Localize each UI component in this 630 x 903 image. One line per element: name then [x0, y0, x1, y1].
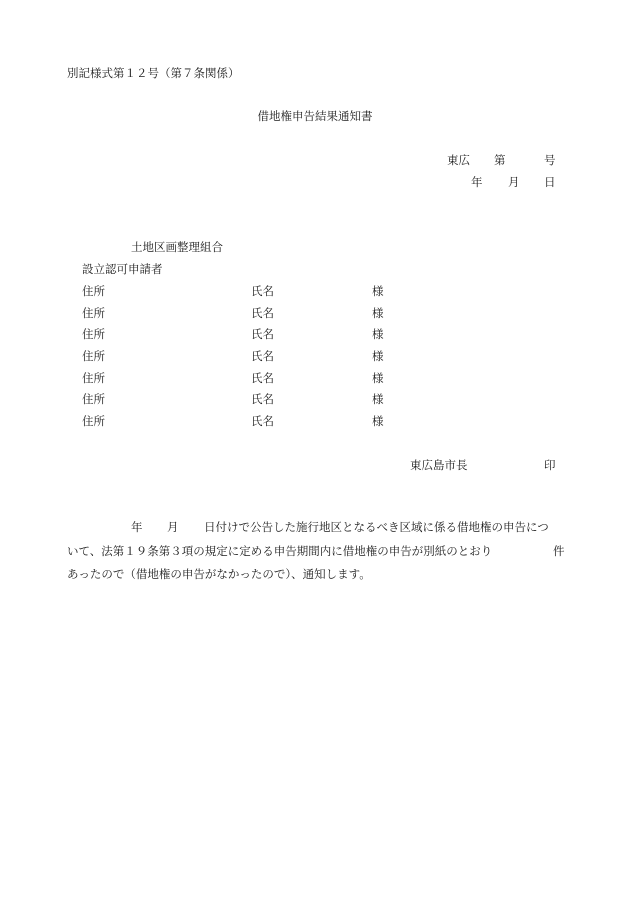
address-label: 住所: [82, 284, 105, 298]
address-label: 住所: [82, 306, 105, 320]
address-label: 住所: [82, 392, 105, 406]
address-label: 住所: [82, 371, 105, 385]
address-label: 住所: [82, 414, 105, 428]
addressee-organization: 土地区画整理組合: [131, 240, 223, 254]
body-line2-text: いて、法第１９条第３項の規定に定める申告期間内に借地権の申告が別紙のとおり: [67, 544, 493, 558]
honorific-label: 様: [372, 414, 384, 428]
date-month: 月: [508, 175, 520, 189]
reference-dai: 第: [494, 153, 506, 167]
name-label: 氏名: [251, 349, 274, 363]
name-label: 氏名: [251, 392, 274, 406]
honorific-label: 様: [372, 306, 384, 320]
document-title: 借地権申告結果通知書: [257, 109, 373, 123]
honorific-label: 様: [372, 392, 384, 406]
seal-mark: 印: [544, 458, 556, 472]
name-label: 氏名: [251, 306, 274, 320]
honorific-label: 様: [372, 327, 384, 341]
name-label: 氏名: [251, 327, 274, 341]
name-label: 氏名: [251, 284, 274, 298]
body-year: 年: [131, 520, 143, 534]
name-label: 氏名: [251, 414, 274, 428]
honorific-label: 様: [372, 349, 384, 363]
name-label: 氏名: [251, 371, 274, 385]
reference-prefix: 東広: [447, 153, 470, 167]
body-count-unit: 件: [553, 544, 565, 558]
reference-go: 号: [544, 153, 556, 167]
body-line1-text: 日付けで公告した施行地区となるべき区域に係る借地権の申告につ: [204, 520, 549, 534]
addressee-role: 設立認可申請者: [82, 262, 163, 276]
body-line3-text: あったので（借地権の申告がなかったので）、通知します。: [67, 567, 371, 581]
address-label: 住所: [82, 327, 105, 341]
date-day: 日: [544, 175, 556, 189]
address-label: 住所: [82, 349, 105, 363]
form-label: 別記様式第１２号（第７条関係）: [67, 66, 240, 80]
body-month: 月: [167, 520, 179, 534]
honorific-label: 様: [372, 371, 384, 385]
date-year: 年: [471, 175, 483, 189]
signatory-title: 東広島市長: [410, 458, 468, 472]
honorific-label: 様: [372, 284, 384, 298]
